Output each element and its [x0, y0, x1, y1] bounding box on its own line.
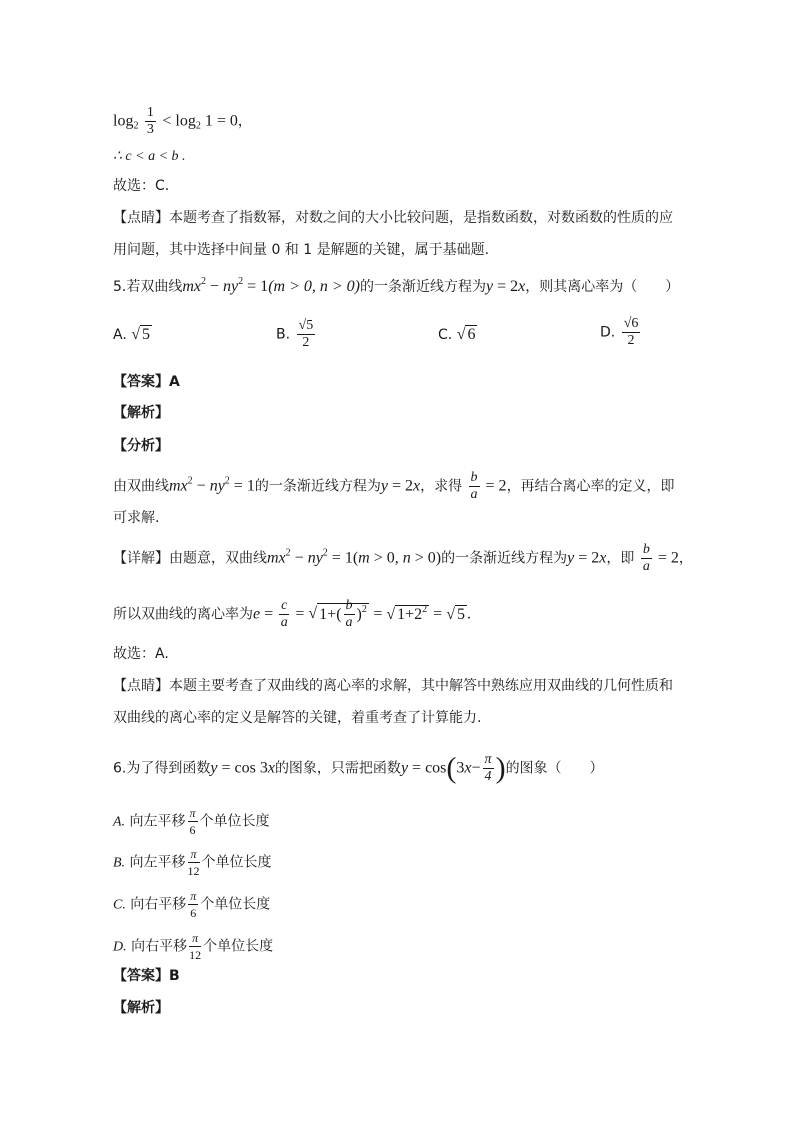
comment-paragraph-2b: 双曲线的离心率的定义是解答的关键，着重考查了计算能力. — [113, 710, 482, 726]
analysis-heading-2: 【解析】 — [113, 1000, 169, 1016]
analysis-line-2: 可求解. — [113, 510, 160, 526]
question-5: 5.若双曲线$mx^2 - ny^2 = 1(m > 0$, n > 0)的一条渐近线方程为y = 2x，则其离心率为（ ） — [113, 276, 680, 295]
selection-5: 故选：A. — [113, 646, 169, 662]
eccentricity-line: 所以双曲线的离心率为e = $\frac{c}{a}$ = √ 1+( $\frac{b}{a}$ )$^2$ = √ $1+2^2$ = √ 5 . — [113, 598, 471, 631]
option-6d: D. 向右平移 $\frac{\pi}{12}$ 个单位长度 — [113, 931, 274, 962]
option-6c: C. 向右平移 $\frac{\pi}{6}$ 个单位长度 — [113, 889, 271, 920]
answer-5: 【答案】A — [113, 374, 180, 390]
option-5b: B. $\frac{√5}{2}$ — [276, 318, 314, 350]
option-5c: C. √ 6 — [438, 326, 476, 343]
log-inequality-line: $\log_2$ $\frac{1}{3}$ < $\log_2 1 = 0$， — [113, 105, 252, 137]
option-6b: B. 向左平移 $\frac{\pi}{12}$ 个单位长度 — [113, 847, 272, 878]
analysis-line-1: 由双曲线$mx^2 - ny^2 = 1$的一条渐近线方程为y = 2x，求得 $\frac{b}{a}$ = 2，再结合离心率的定义，即 — [113, 470, 675, 502]
comment-paragraph-1b: 用问题，其中选择中间量 0 和 1 是解题的关键，属于基础题. — [113, 242, 490, 258]
question-6: 6.为了得到函数y = cos 3x的图象，只需把函数y = cos(3x− $\frac{\pi}{4}$ )的图象（ ） — [113, 751, 604, 785]
answer-6: 【答案】B — [113, 968, 180, 984]
analysis-heading: 【解析】 — [113, 405, 169, 421]
option-6a: A. 向左平移 $\frac{\pi}{6}$ 个单位长度 — [113, 806, 270, 837]
selection-line: 故选：C. — [113, 178, 170, 194]
comment-paragraph-2: 【点睛】本题主要考查了双曲线的离心率的求解，其中解答中熟练应用双曲线的几何性质和 — [113, 678, 673, 694]
fenxi-heading: 【分析】 — [113, 438, 169, 454]
option-5a: A. √ 5 — [113, 326, 151, 343]
option-5d: D. $\frac{√6}{2}$ — [600, 316, 639, 348]
comment-paragraph-1: 【点睛】本题考查了指数幂，对数之间的大小比较问题，是指数函数，对数函数的性质的应 — [113, 210, 673, 226]
detail-line-1: 【详解】由题意，双曲线$mx^2 - ny^2 = 1(m > 0$, n > 0)的一条渐近线方程为y = 2x，即 $\frac{b}{a}$ = 2， — [113, 542, 693, 574]
conclusion-line: ∴ c < a < b . — [113, 149, 186, 164]
